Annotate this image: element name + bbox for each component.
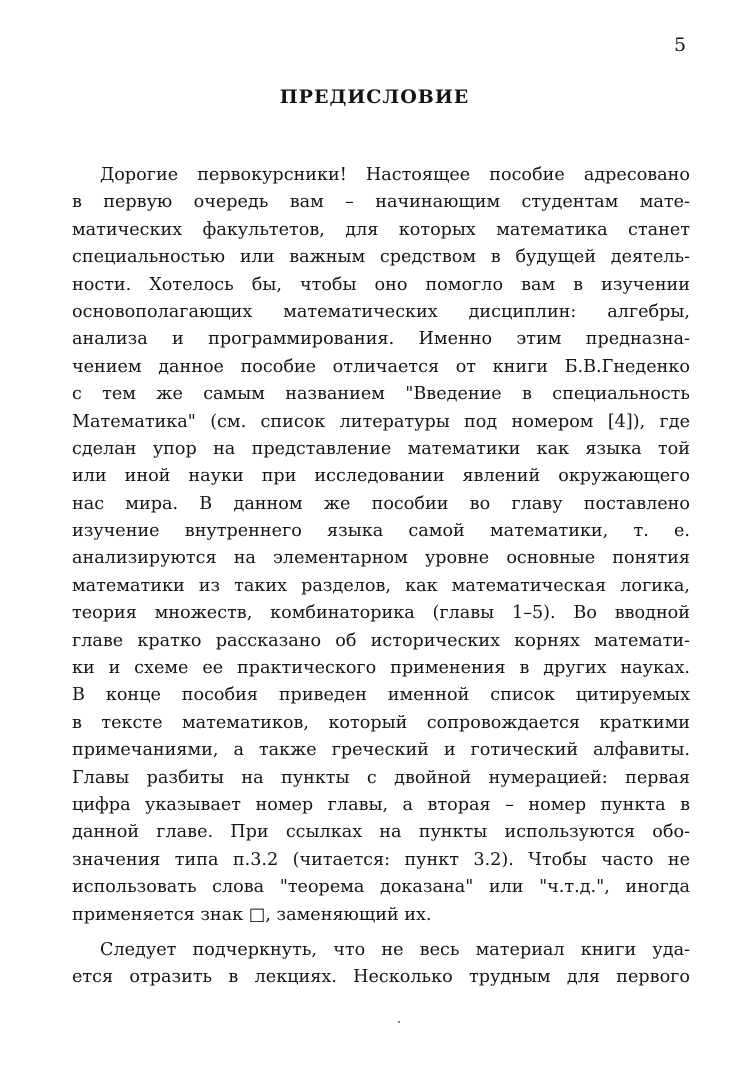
text-line: главе кратко рассказано об исторических корнях математи- <box>72 630 690 651</box>
scan-speck <box>398 1021 400 1023</box>
text-line: Математика" (см. список литературы под номером [4]), где <box>72 411 690 432</box>
text-line: примечаниями, а также греческий и готический алфавиты. <box>72 740 690 761</box>
page-number: 5 <box>674 34 687 56</box>
text-line: ности. Хотелось бы, чтобы оно помогло вам в изучении <box>72 274 690 295</box>
text-line: нас мира. В данном же пособии во главу поставлено <box>72 493 690 514</box>
text-line: в тексте математиков, который сопровождается краткими <box>72 712 690 733</box>
text-line: чением данное пособие отличается от книги Б.В.Гнеденко <box>72 356 690 377</box>
body-text <box>72 162 690 992</box>
text-line: анализа и программирования. Именно этим предназна- <box>72 329 690 350</box>
text-line: применяется знак □, заменяющий их. <box>72 904 432 925</box>
text-line: В конце пособия приведен именной список цитируемых <box>72 685 690 706</box>
page-title: ПРЕДИСЛОВИЕ <box>279 86 470 108</box>
text-line: изучение внутреннего языка самой математики, т. е. <box>72 521 690 542</box>
text-line: Дорогие первокурсники! Настоящее пособие адресовано <box>100 165 690 185</box>
text-line: в первую очередь вам – начинающим студентам мате- <box>72 192 690 213</box>
text-line: Следует подчеркнуть, что не весь материал книги уда- <box>100 939 690 960</box>
paragraph <box>72 937 690 992</box>
text-line: цифра указывает номер главы, а вторая – номер пункта в <box>72 794 690 815</box>
text-line: анализируются на элементарном уровне основные понятия <box>72 548 690 569</box>
text-line: специальностью или важным средством в будущей деятель- <box>72 247 690 268</box>
text-line: использовать слова "теорема доказана" или "ч.т.д.", иногда <box>72 877 690 898</box>
text-line: матических факультетов, для которых математика станет <box>72 219 690 240</box>
text-line: ки и схеме ее практического применения в других науках. <box>72 658 690 679</box>
paragraph-gap <box>72 929 690 937</box>
text-line: или иной науки при исследовании явлений окружающего <box>72 466 690 487</box>
paragraph <box>72 162 690 929</box>
text-line: данной главе. При ссылках на пункты используются обо- <box>72 822 690 843</box>
text-line: основополагающих математических дисциплин: алгебры, <box>72 301 690 322</box>
text-line: значения типа п.3.2 (читается: пункт 3.2). Чтобы часто не <box>72 849 690 870</box>
text-line: Главы разбиты на пункты с двойной нумерацией: первая <box>72 767 690 788</box>
text-line: с тем же самым названием "Введение в специальность <box>72 384 690 405</box>
text-line: сделан упор на представление математики как языка той <box>72 438 690 459</box>
text-line: теория множеств, комбинаторика (главы 1–5). Во вводной <box>72 603 690 624</box>
text-line: ется отразить в лекциях. Несколько трудным для первого <box>72 967 690 988</box>
text-line: математики из таких разделов, как математическая логика, <box>72 575 690 596</box>
